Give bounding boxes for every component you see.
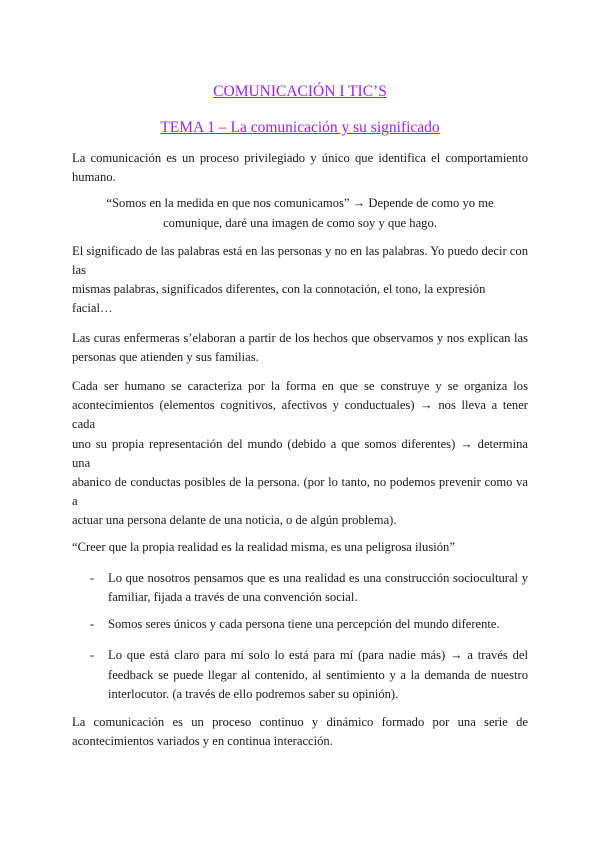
line: La comunicación es un proceso continuo y dinámico formado por una serie de <box>72 715 528 730</box>
line: “Somos en la medida en que nos comunicamos” → Depende de como yo me <box>106 196 494 211</box>
line: humano. <box>72 170 116 185</box>
bullet-marker: - <box>90 617 95 632</box>
line: Las curas enfermeras s’elaboran a partir de los hechos que observamos y nos explican las <box>72 330 528 345</box>
line: Lo que está claro para mí solo lo está para mí (para nadie más) → a través del <box>108 648 528 663</box>
line: acontecimientos variados y en continua interacción. <box>72 734 333 749</box>
list-item-text <box>108 615 528 634</box>
line: feedback se puede llegar al contenido, al sentimiento y a la demanda de nuestro <box>108 667 528 682</box>
line: abanico de conductas posibles de la persona. (por lo tanto, no podemos prevenir como va a <box>72 475 528 509</box>
paragraph-intro <box>72 149 528 187</box>
line: actuar una persona delante de una noticia, o de algún problema). <box>72 513 397 528</box>
line: Somos seres únicos y cada persona tiene una percepción del mundo diferente. <box>108 617 500 632</box>
document-title: COMUNICACIÓN I TIC’S <box>213 83 387 100</box>
line: comunique, daré una imagen de como soy y que hago. <box>163 215 437 230</box>
line: La comunicación es un proceso privilegiado y único que identifica el comportamiento <box>72 151 528 165</box>
line: acontecimientos (elementos cognitivos, afectivos y conductuales) → nos lleva a tener cada <box>72 398 528 432</box>
line: mismas palabras, significados diferentes, con la connotación, el tono, la expresión facial… <box>72 282 486 316</box>
line: El significado de las palabras está en las personas y no en las palabras. Yo puedo decir con las <box>72 243 528 278</box>
line: familiar, fijada a través de una convención social. <box>108 590 358 605</box>
paragraph-conclusion <box>72 713 528 751</box>
section-heading: TEMA 1 – La comunicación y su significado <box>160 119 440 136</box>
list-item <box>72 646 528 704</box>
bullet-marker: - <box>90 648 95 663</box>
list-item <box>72 615 528 634</box>
paragraph-significado <box>72 242 528 319</box>
line: “Creer que la propia realidad es la realidad misma, es una peligrosa ilusión” <box>72 539 455 554</box>
list-item-text <box>108 646 528 704</box>
quote-somos <box>72 194 528 232</box>
list-item-text <box>108 569 528 607</box>
line: interlocutor. (a través de ello podremos saber su opinión). <box>108 686 399 701</box>
line: personas que atienden y sus familias. <box>72 349 259 364</box>
list-item <box>72 569 528 607</box>
line: Lo que nosotros pensamos que es una realidad es una construcción sociocultural y <box>108 570 528 585</box>
bullet-marker: - <box>90 570 95 585</box>
paragraph-curas <box>72 329 528 367</box>
quote-realidad <box>72 538 528 557</box>
line: uno su propia representación del mundo (debido a que somos diferentes) → determina una <box>72 436 528 470</box>
line: Cada ser humano se caracteriza por la forma en que se construye y se organiza los <box>72 379 528 394</box>
paragraph-ser-humano <box>72 377 528 531</box>
